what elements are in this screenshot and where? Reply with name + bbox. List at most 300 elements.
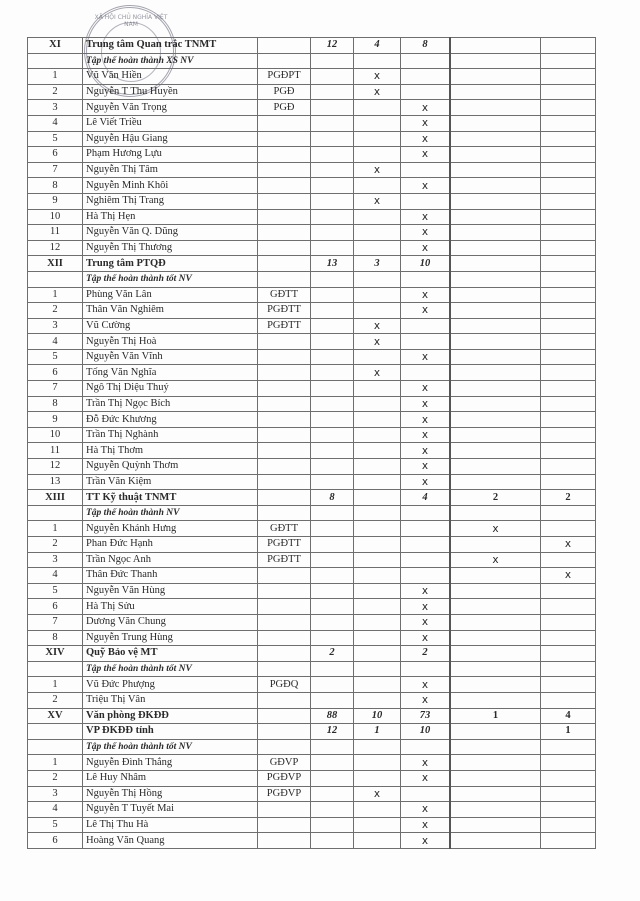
mark-e [541,318,596,334]
section-number: XII [28,256,83,272]
mark-b [354,568,401,584]
count-b [354,53,401,69]
mark-a [311,692,354,708]
person-position [258,147,311,163]
row-number: 2 [28,303,83,319]
mark-e [541,521,596,537]
mark-d [450,537,541,553]
person-position [258,802,311,818]
person-position [258,459,311,475]
mark-a [311,802,354,818]
mark-d [450,833,541,849]
row-number: 12 [28,240,83,256]
mark-c: x [401,147,451,163]
table-row [28,474,596,490]
row-number: 9 [28,193,83,209]
mark-d [450,755,541,771]
count-c [401,739,451,755]
mark-e [541,287,596,303]
mark-e [541,100,596,116]
row-number: 4 [28,568,83,584]
count-d [450,505,541,521]
count-e [541,256,596,272]
count-d: 1 [450,708,541,724]
person-position [258,131,311,147]
count-b: 10 [354,708,401,724]
mark-b [354,427,401,443]
person-name: Hà Thị Thơm [83,443,258,459]
mark-c: x [401,240,451,256]
group-rating-label: Tập thể hoàn thành tốt NV [83,271,258,287]
mark-b [354,100,401,116]
mark-c: x [401,303,451,319]
mark-b [354,833,401,849]
person-name: Nguyễn Hậu Giang [83,131,258,147]
table-row [28,84,596,100]
person-position [258,240,311,256]
count-b [354,505,401,521]
mark-e [541,833,596,849]
mark-a [311,334,354,350]
mark-c [401,193,451,209]
mark-a [311,521,354,537]
mark-d [450,630,541,646]
count-a: 8 [311,490,354,506]
row-number: 3 [28,552,83,568]
person-position: GĐTT [258,521,311,537]
group-rating-label: Tập thể hoàn thành XS NV [83,53,258,69]
person-position: GĐVP [258,755,311,771]
person-position [258,349,311,365]
count-d [450,739,541,755]
table-row [28,396,596,412]
mark-b: x [354,84,401,100]
row-number: 2 [28,537,83,553]
count-b: 4 [354,38,401,54]
count-c [401,271,451,287]
mark-a [311,786,354,802]
count-d [450,724,541,740]
count-d [450,38,541,54]
mark-e [541,599,596,615]
mark-b [354,630,401,646]
mark-b [354,537,401,553]
person-position [258,630,311,646]
person-name: Trần Thị Ngọc Bích [83,396,258,412]
mark-a [311,568,354,584]
mark-d [450,474,541,490]
mark-b [354,209,401,225]
table-row [28,630,596,646]
section-title: Văn phòng ĐKĐĐ [83,708,258,724]
table-row [28,552,596,568]
mark-d [450,147,541,163]
count-b [354,739,401,755]
mark-d [450,115,541,131]
stt-cell [28,739,83,755]
person-name: Ngô Thị Diệu Thuý [83,381,258,397]
count-d [450,53,541,69]
group-rating-label: Tập thể hoàn thành tốt NV [83,739,258,755]
mark-d [450,381,541,397]
mark-a [311,100,354,116]
person-position: PGĐPT [258,69,311,85]
row-number: 5 [28,131,83,147]
mark-b [354,474,401,490]
mark-c: x [401,599,451,615]
count-e [541,38,596,54]
mark-d [450,100,541,116]
person-name: Đỗ Đức Khương [83,412,258,428]
mark-a [311,833,354,849]
mark-b [354,770,401,786]
count-a: 2 [311,646,354,662]
group-rating-row [28,271,596,287]
stt-cell [28,724,83,740]
mark-a [311,162,354,178]
mark-c: x [401,817,451,833]
table-row [28,677,596,693]
mark-b [354,349,401,365]
mark-c: x [401,692,451,708]
count-c: 4 [401,490,451,506]
table-row [28,365,596,381]
mark-a [311,396,354,412]
row-number: 4 [28,334,83,350]
row-number: 5 [28,583,83,599]
count-d [450,271,541,287]
section-title: TT Kỹ thuật TNMT [83,490,258,506]
mark-a [311,817,354,833]
mark-b [354,115,401,131]
section-header-row [28,38,596,54]
position-cell [258,739,311,755]
table-row [28,614,596,630]
mark-a [311,178,354,194]
mark-b [354,178,401,194]
mark-e [541,396,596,412]
table-row [28,69,596,85]
mark-a [311,84,354,100]
stt-cell [28,661,83,677]
mark-e: x [541,568,596,584]
table-row [28,459,596,475]
mark-b [354,614,401,630]
mark-a [311,459,354,475]
table-row [28,162,596,178]
count-c [401,661,451,677]
mark-d [450,599,541,615]
mark-b [354,225,401,241]
person-name: Nguyễn Đình Thắng [83,755,258,771]
mark-c: x [401,474,451,490]
row-number: 9 [28,412,83,428]
mark-c: x [401,115,451,131]
mark-b [354,677,401,693]
mark-a [311,225,354,241]
row-number: 6 [28,833,83,849]
mark-b: x [354,193,401,209]
mark-c: x [401,381,451,397]
mark-c: x [401,349,451,365]
mark-e [541,692,596,708]
mark-c: x [401,100,451,116]
mark-b [354,412,401,428]
mark-e [541,817,596,833]
mark-e [541,349,596,365]
row-number: 8 [28,630,83,646]
person-name: Nguyễn Thị Hồng [83,786,258,802]
group-rating-label: Tập thể hoàn thành NV [83,505,258,521]
mark-b: x [354,69,401,85]
count-b [354,271,401,287]
mark-b [354,692,401,708]
table-row [28,100,596,116]
mark-b [354,817,401,833]
row-number: 10 [28,427,83,443]
section-number: XV [28,708,83,724]
table-row [28,692,596,708]
mark-e [541,240,596,256]
mark-e: x [541,537,596,553]
mark-d [450,193,541,209]
row-number: 1 [28,677,83,693]
mark-e [541,802,596,818]
mark-a [311,677,354,693]
person-position [258,583,311,599]
mark-a [311,115,354,131]
table-row [28,115,596,131]
mark-c: x [401,225,451,241]
row-number: 4 [28,802,83,818]
table-row [28,349,596,365]
position-cell [258,271,311,287]
row-number: 13 [28,474,83,490]
mark-d [450,817,541,833]
person-position [258,178,311,194]
mark-d [450,583,541,599]
mark-c: x [401,630,451,646]
mark-d [450,287,541,303]
person-position [258,162,311,178]
table-row [28,225,596,241]
mark-d [450,69,541,85]
table-row [28,833,596,849]
person-name: Triệu Thị Vân [83,692,258,708]
mark-b: x [354,162,401,178]
row-number: 8 [28,178,83,194]
mark-c [401,521,451,537]
mark-b [354,287,401,303]
row-number: 2 [28,770,83,786]
person-name: Nguyễn Quỳnh Thơm [83,459,258,475]
mark-d [450,677,541,693]
row-number: 6 [28,599,83,615]
mark-d: x [450,521,541,537]
position-cell [258,661,311,677]
table-row [28,287,596,303]
mark-a [311,349,354,365]
person-position [258,225,311,241]
mark-e [541,459,596,475]
mark-c: x [401,770,451,786]
mark-b [354,599,401,615]
person-name: Tống Văn Nghĩa [83,365,258,381]
mark-a [311,69,354,85]
position-cell [258,505,311,521]
table-row [28,802,596,818]
section-number: XIV [28,646,83,662]
person-position: PGĐVP [258,770,311,786]
table-row [28,318,596,334]
row-number: 2 [28,84,83,100]
mark-b [354,303,401,319]
mark-e [541,147,596,163]
mark-c: x [401,443,451,459]
person-position [258,427,311,443]
person-position: GĐTT [258,287,311,303]
person-name: Nguyễn T Tuyết Mai [83,802,258,818]
person-position [258,692,311,708]
mark-d [450,614,541,630]
mark-d [450,443,541,459]
mark-e [541,178,596,194]
count-e [541,661,596,677]
section-header-row [28,256,596,272]
table-row [28,334,596,350]
table-row [28,178,596,194]
person-name: Nguyễn Văn Hùng [83,583,258,599]
person-position: PGĐTT [258,537,311,553]
mark-e [541,131,596,147]
mark-b [354,443,401,459]
person-name: Nguyễn Khánh Hưng [83,521,258,537]
person-position [258,334,311,350]
mark-d [450,802,541,818]
table-row [28,412,596,428]
count-b: 3 [354,256,401,272]
mark-a [311,381,354,397]
mark-c [401,162,451,178]
count-d [450,646,541,662]
row-number: 1 [28,755,83,771]
mark-d [450,692,541,708]
person-name: Trần Thị Nghành [83,427,258,443]
mark-c: x [401,614,451,630]
count-a [311,739,354,755]
mark-c [401,552,451,568]
mark-a [311,474,354,490]
mark-e [541,755,596,771]
mark-e [541,427,596,443]
count-a [311,505,354,521]
person-name: Trần Ngọc Anh [83,552,258,568]
row-number: 3 [28,100,83,116]
person-position [258,365,311,381]
section-title: Trung tâm PTQĐ [83,256,258,272]
section-number: XI [28,38,83,54]
mark-a [311,599,354,615]
table-row [28,786,596,802]
mark-b [354,459,401,475]
section-number: XIII [28,490,83,506]
table-row [28,303,596,319]
person-name: Lê Viết Triều [83,115,258,131]
mark-a [311,412,354,428]
mark-a [311,193,354,209]
mark-e [541,84,596,100]
count-e: 1 [541,724,596,740]
row-number: 4 [28,115,83,131]
mark-d [450,131,541,147]
mark-c: x [401,755,451,771]
person-name: Vũ Văn Hiền [83,69,258,85]
row-number: 10 [28,209,83,225]
row-number: 11 [28,225,83,241]
table-row [28,521,596,537]
mark-a [311,287,354,303]
person-position [258,193,311,209]
mark-a [311,209,354,225]
count-c: 8 [401,38,451,54]
mark-a [311,365,354,381]
count-d: 2 [450,490,541,506]
person-position: PGĐTT [258,552,311,568]
mark-e [541,162,596,178]
row-number: 1 [28,287,83,303]
mark-d: x [450,552,541,568]
count-c: 73 [401,708,451,724]
mark-a [311,770,354,786]
mark-e [541,381,596,397]
row-number: 2 [28,692,83,708]
mark-c: x [401,412,451,428]
table-row [28,240,596,256]
stt-cell [28,53,83,69]
mark-a [311,131,354,147]
mark-a [311,443,354,459]
person-position [258,614,311,630]
count-d [450,661,541,677]
mark-b [354,147,401,163]
person-position [258,474,311,490]
mark-b [354,381,401,397]
mark-b [354,802,401,818]
mark-c: x [401,802,451,818]
mark-c: x [401,287,451,303]
mark-c: x [401,459,451,475]
row-number: 3 [28,786,83,802]
person-name: Phùng Văn Lân [83,287,258,303]
person-name: Vũ Cường [83,318,258,334]
count-e [541,505,596,521]
mark-c [401,537,451,553]
mark-c: x [401,209,451,225]
table-row [28,443,596,459]
count-a [311,271,354,287]
person-position [258,599,311,615]
evaluation-table [27,37,596,849]
mark-d [450,427,541,443]
row-number: 8 [28,396,83,412]
person-name: Phan Đức Hạnh [83,537,258,553]
mark-e [541,630,596,646]
person-name: Lê Thị Thu Hà [83,817,258,833]
mark-e [541,334,596,350]
mark-b: x [354,318,401,334]
count-a: 12 [311,38,354,54]
mark-d [450,349,541,365]
